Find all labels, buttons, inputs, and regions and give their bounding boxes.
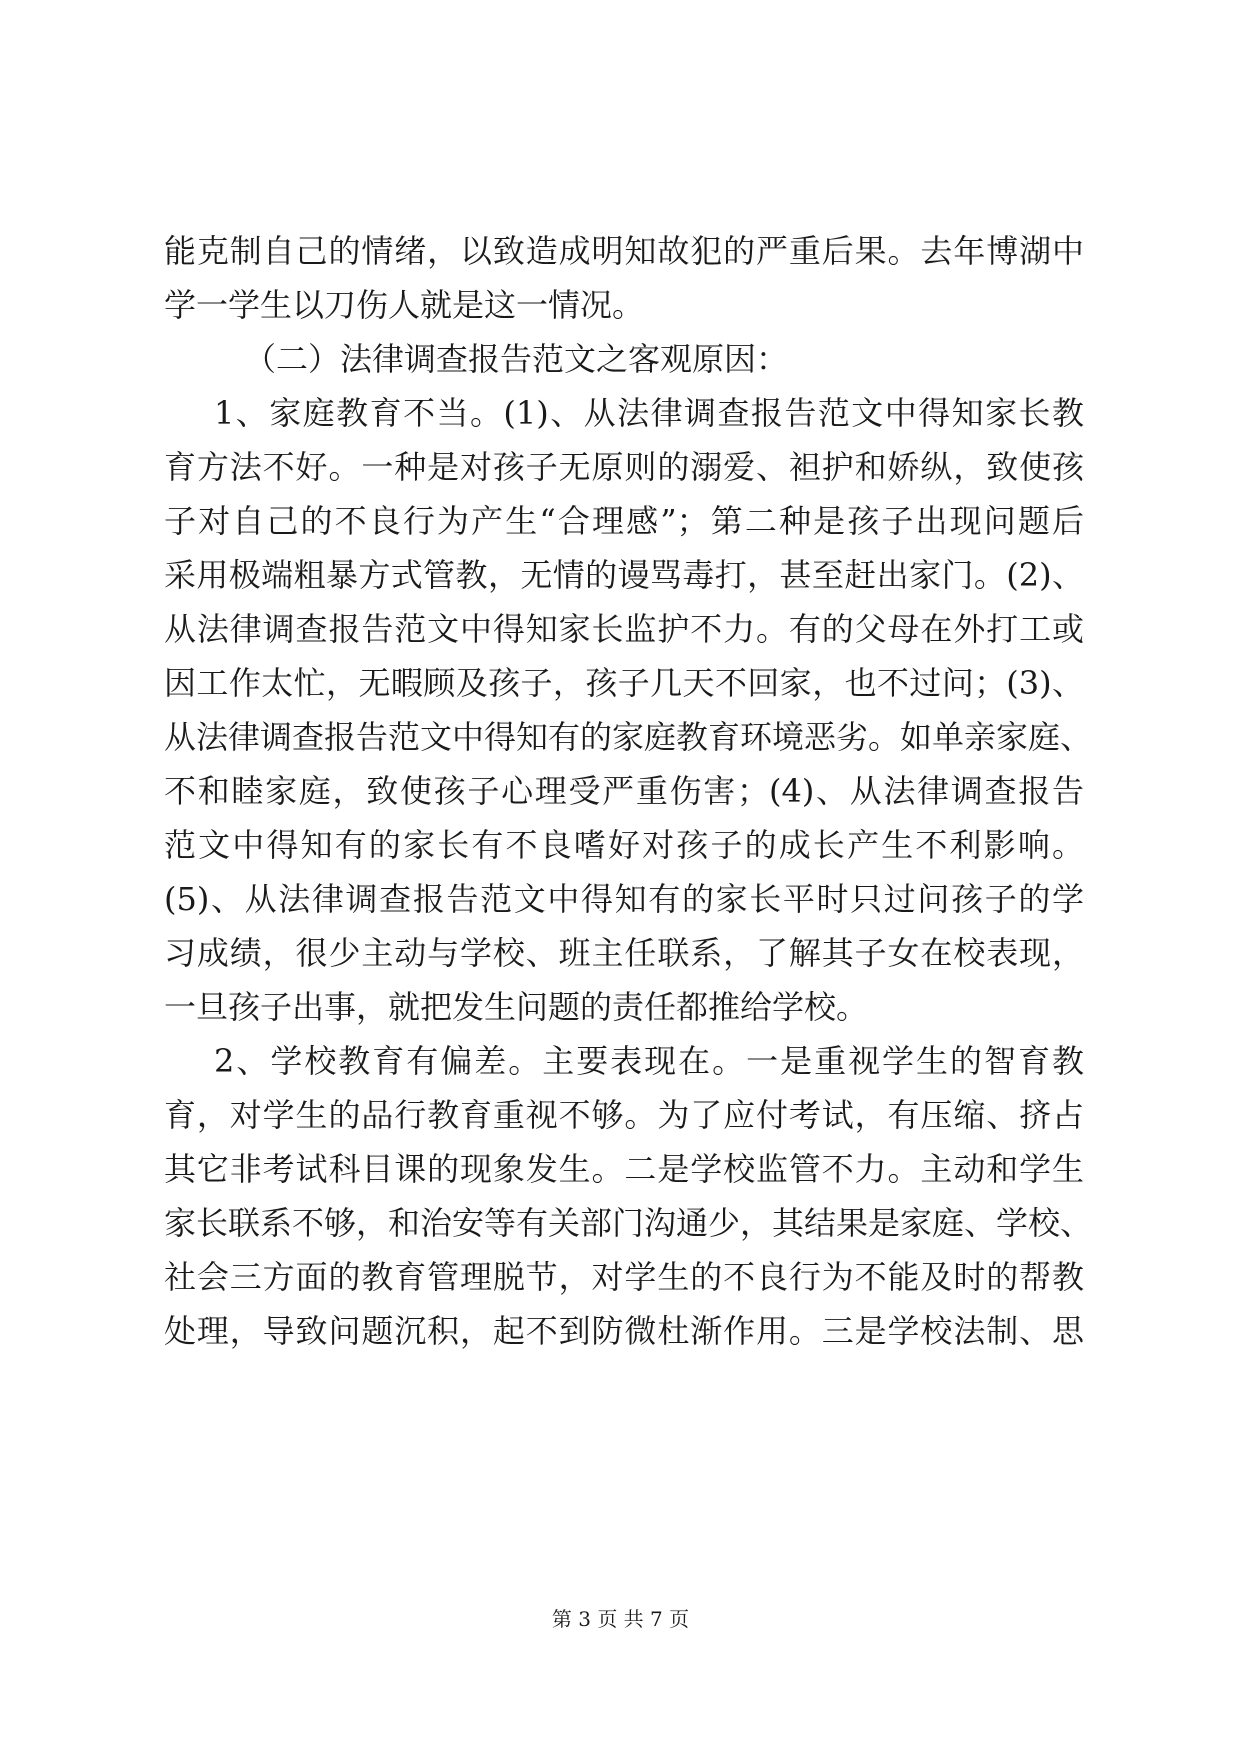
body-line: 处理，导致问题沉积，起不到防微杜渐作用。三是学校法制、思 [164,1312,1084,1350]
page-footer: 第 3 页 共 7 页 [551,1607,690,1631]
body-line: 其它非考试科目课的现象发生。二是学校监管不力。主动和学生 [164,1150,1084,1188]
body-line: 能克制自己的情绪，以致造成明知故犯的严重后果。去年博湖中 [164,232,1084,270]
body-line: 从法律调查报告范文中得知家长监护不力。有的父母在外打工或 [164,610,1084,648]
body-line: 采用极端粗暴方式管教，无情的谩骂毒打，甚至赶出家门。(2)、 [164,556,1084,594]
body-line: 从法律调查报告范文中得知有的家庭教育环境恶劣。如单亲家庭、 [164,718,1093,756]
paragraph-first-line: 2、学校教育有偏差。主要表现在。一是重视学生的智育教 [214,1042,1084,1080]
body-line: 不和睦家庭，致使孩子心理受严重伤害；(4)、从法律调查报告 [164,772,1084,810]
body-line: 子对自己的不良行为产生“合理感”；第二种是孩子出现问题后 [164,502,1084,540]
body-line: 一旦孩子出事，就把发生问题的责任都推给学校。 [164,988,869,1026]
body-line: 育，对学生的品行教育重视不够。为了应付考试，有压缩、挤占 [164,1096,1084,1134]
body-line: 学一学生以刀伤人就是这一情况。 [164,286,645,324]
section-heading: （二）法律调查报告范文之客观原因： [244,340,789,378]
body-line: 社会三方面的教育管理脱节，对学生的不良行为不能及时的帮教 [164,1258,1084,1296]
body-line: (5)、从法律调查报告范文中得知有的家长平时只过问孩子的学 [164,880,1084,918]
body-line: 因工作太忙，无暇顾及孩子，孩子几天不回家，也不过问；(3)、 [164,664,1084,702]
body-line: 家长联系不够，和治安等有关部门沟通少，其结果是家庭、学校、 [164,1204,1093,1242]
body-line: 范文中得知有的家长有不良嗜好对孩子的成长产生不利影响。 [164,826,1084,864]
body-line: 育方法不好。一种是对孩子无原则的溺爱、袒护和娇纵，致使孩 [164,448,1084,486]
paragraph-first-line: 1、家庭教育不当。(1)、从法律调查报告范文中得知家长教 [214,394,1084,432]
body-line: 习成绩，很少主动与学校、班主任联系，了解其子女在校表现， [164,934,1084,972]
